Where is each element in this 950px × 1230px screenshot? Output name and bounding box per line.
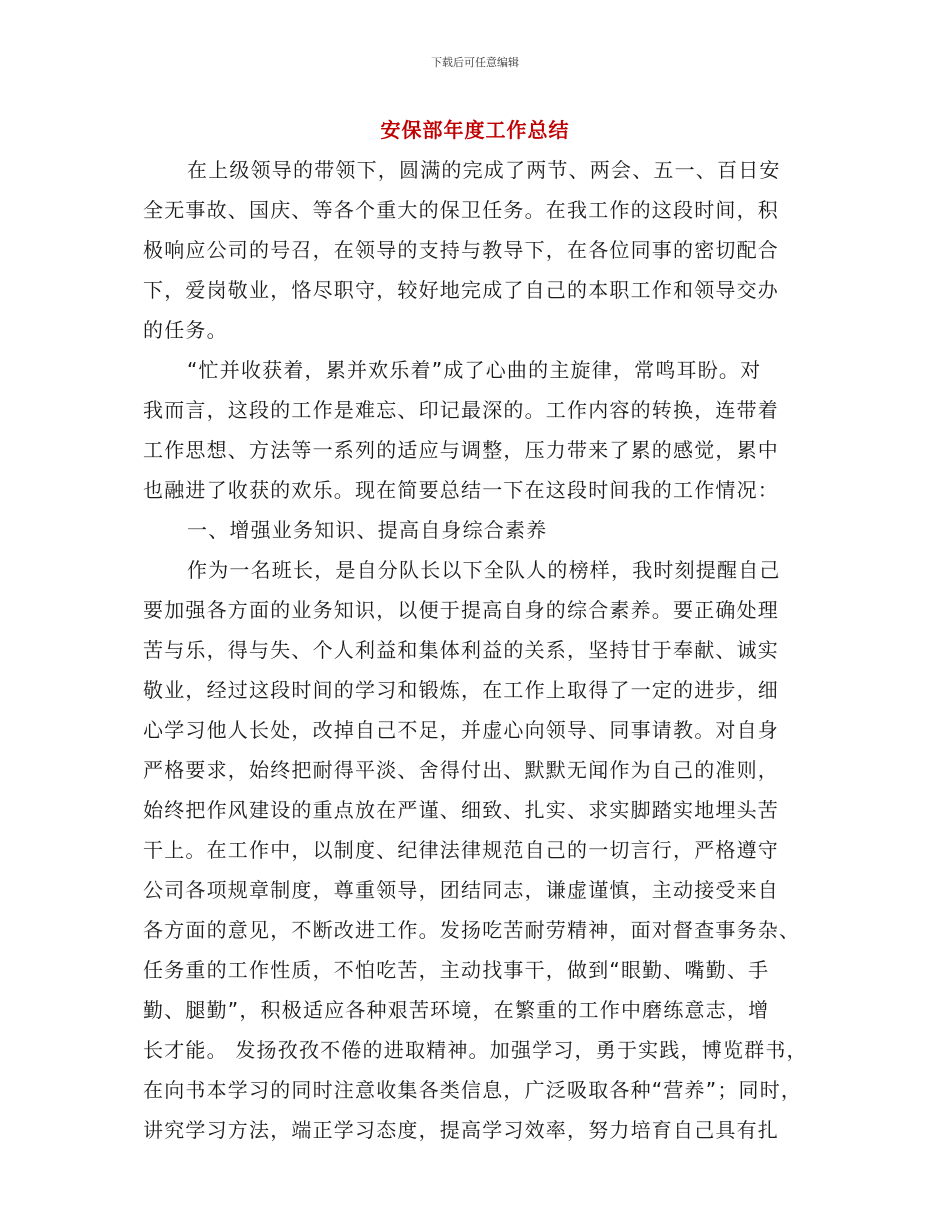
text-line: 各方面的意见，不断改进工作。发扬吃苦耐劳精神，面对督查事务杂、 <box>143 918 801 942</box>
document-body <box>143 150 823 1150</box>
document-title: 安保部年度工作总结 <box>380 118 570 142</box>
text-line: 作为一名班长，是自分队长以下全队人的榜样，我时刻提醒自己 <box>187 558 781 582</box>
text-line: 工作思想、方法等一系列的适应与调整，压力带来了累的感觉，累中 <box>143 438 779 462</box>
text-line: 下，爱岗敬业，恪尽职守，较好地完成了自己的本职工作和领导交办 <box>143 278 779 302</box>
text-line: 苦与乐，得与失、个人利益和集体利益的关系，坚持甘于奉献、诚实 <box>143 638 779 662</box>
text-line: 极响应公司的号召，在领导的支持与教导下，在各位同事的密切配合 <box>143 238 779 262</box>
text-line: 敬业，经过这段时间的学习和锻炼，在工作上取得了一定的进步，细 <box>143 678 779 702</box>
text-line: 讲究学习方法，端正学习态度，提高学习效率，努力培育自己具有扎 <box>143 1118 779 1142</box>
text-line: 我而言，这段的工作是难忘、印记最深的。工作内容的转换，连带着 <box>143 398 779 422</box>
text-line: 在向书本学习的同时注意收集各类信息，广泛吸取各种“营养”；同时， <box>143 1078 803 1102</box>
text-line: 要加强各方面的业务知识，以便于提高自身的综合素养。要正确处理 <box>143 598 779 622</box>
text-line: 干上。在工作中，以制度、纪律法律规范自己的一切言行，严格遵守 <box>143 838 779 862</box>
text-line: 在上级领导的带领下，圆满的完成了两节、两会、五一、百日安 <box>187 158 781 182</box>
text-line: 严格要求，始终把耐得平淡、舍得付出、默默无闻作为自己的准则， <box>143 758 779 782</box>
text-line: 全无事故、国庆、等各个重大的保卫任务。在我工作的这段时间，积 <box>143 198 779 222</box>
text-line: 任务重的工作性质，不怕吃苦，主动找事干，做到“眼勤、嘴勤、手 <box>143 958 770 982</box>
header-note: 下载后可任意编辑 <box>431 56 519 69</box>
text-line: 公司各项规章制度，尊重领导，团结同志，谦虚谨慎，主动接受来自 <box>143 878 779 902</box>
text-line: 勤、腿勤”，积极适应各种艰苦环境，在繁重的工作中磨练意志，增 <box>143 998 770 1022</box>
text-line: 长才能。 发扬孜孜不倦的进取精神。加强学习，勇于实践，博览群书， <box>143 1038 808 1062</box>
text-line: 也融进了收获的欢乐。现在简要总结一下在这段时间我的工作情况： <box>143 478 779 502</box>
text-line: 一、增强业务知识、提高自身综合素养 <box>187 518 548 542</box>
text-line: “忙并收获着，累并欢乐着”成了心曲的主旋律，常鸣耳盼。对 <box>187 358 762 382</box>
text-line: 的任务。 <box>143 318 228 342</box>
text-line: 心学习他人长处，改掉自己不足，并虚心向领导、同事请教。对自身 <box>143 718 779 742</box>
text-line: 始终把作风建设的重点放在严谨、细致、扎实、求实脚踏实地埋头苦 <box>143 798 779 822</box>
